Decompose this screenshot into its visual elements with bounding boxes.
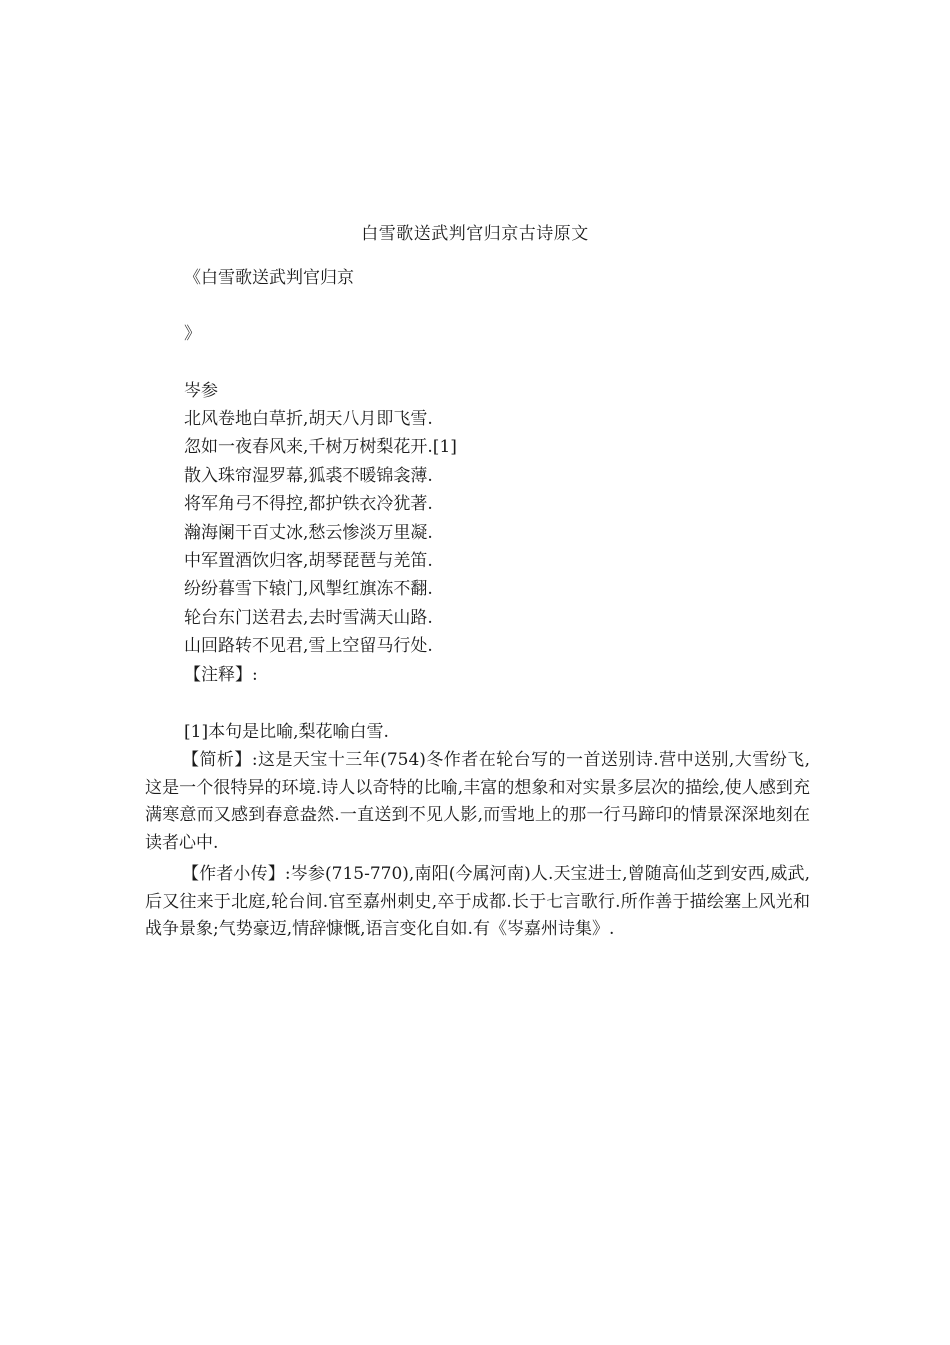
note-item: [1]本句是比喻,梨花喻白雪. bbox=[184, 722, 389, 742]
poem-line: 纷纷暮雪下辕门,风掣红旗冻不翻. bbox=[184, 579, 433, 599]
notes-heading: 【注释】: bbox=[184, 665, 258, 685]
bio-label: 【作者小传】 bbox=[182, 864, 285, 884]
poem-line: 忽如一夜春风来,千树万树梨花开.[1] bbox=[184, 437, 457, 457]
analysis-paragraph bbox=[145, 747, 810, 857]
poem-line: 山回路转不见君,雪上空留马行处. bbox=[184, 636, 433, 656]
author-name: 岑参 bbox=[184, 381, 218, 401]
book-title-open: 《白雪歌送武判官归京 bbox=[184, 268, 354, 288]
analysis-text: :这是天宝十三年(754)冬作者在轮台写的一首送别诗.营中送别,大雪纷飞,这是一个很特异的环境.诗人以奇特的比喻,丰富的想象和对实景多层次的描绘,使人感到充满寒意而又感到春意盎然.一直送到不见人影,而雪地上的那一行马蹄印的情景深深地刻在读者心中. bbox=[145, 750, 811, 853]
poem-line: 瀚海阑干百丈冰,愁云惨淡万里凝. bbox=[184, 523, 433, 543]
bio-text: :岑参(715-770),南阳(今属河南)人.天宝进士,曾随高仙芝到安西,威武,后又往来于北庭,轮台间.官至嘉州刺史,卒于成都.长于七言歌行.所作善于描绘塞上风光和战争景象;气势豪迈,情辞慷慨,语言变化自如.有《岑嘉州诗集》. bbox=[145, 864, 811, 939]
author-bio-paragraph bbox=[145, 861, 810, 944]
page-title: 白雪歌送武判官归京古诗原文 bbox=[361, 224, 589, 244]
book-title-close: 》 bbox=[184, 324, 201, 344]
analysis-label: 【简析】 bbox=[182, 750, 252, 770]
poem-line: 轮台东门送君去,去时雪满天山路. bbox=[184, 608, 433, 628]
poem-line: 将军角弓不得控,都护铁衣冷犹著. bbox=[184, 494, 433, 514]
poem-line: 散入珠帘湿罗幕,狐裘不暖锦衾薄. bbox=[184, 466, 433, 486]
poem-line: 中军置酒饮归客,胡琴琵琶与羌笛. bbox=[184, 551, 433, 571]
poem-line: 北风卷地白草折,胡天八月即飞雪. bbox=[184, 409, 433, 429]
